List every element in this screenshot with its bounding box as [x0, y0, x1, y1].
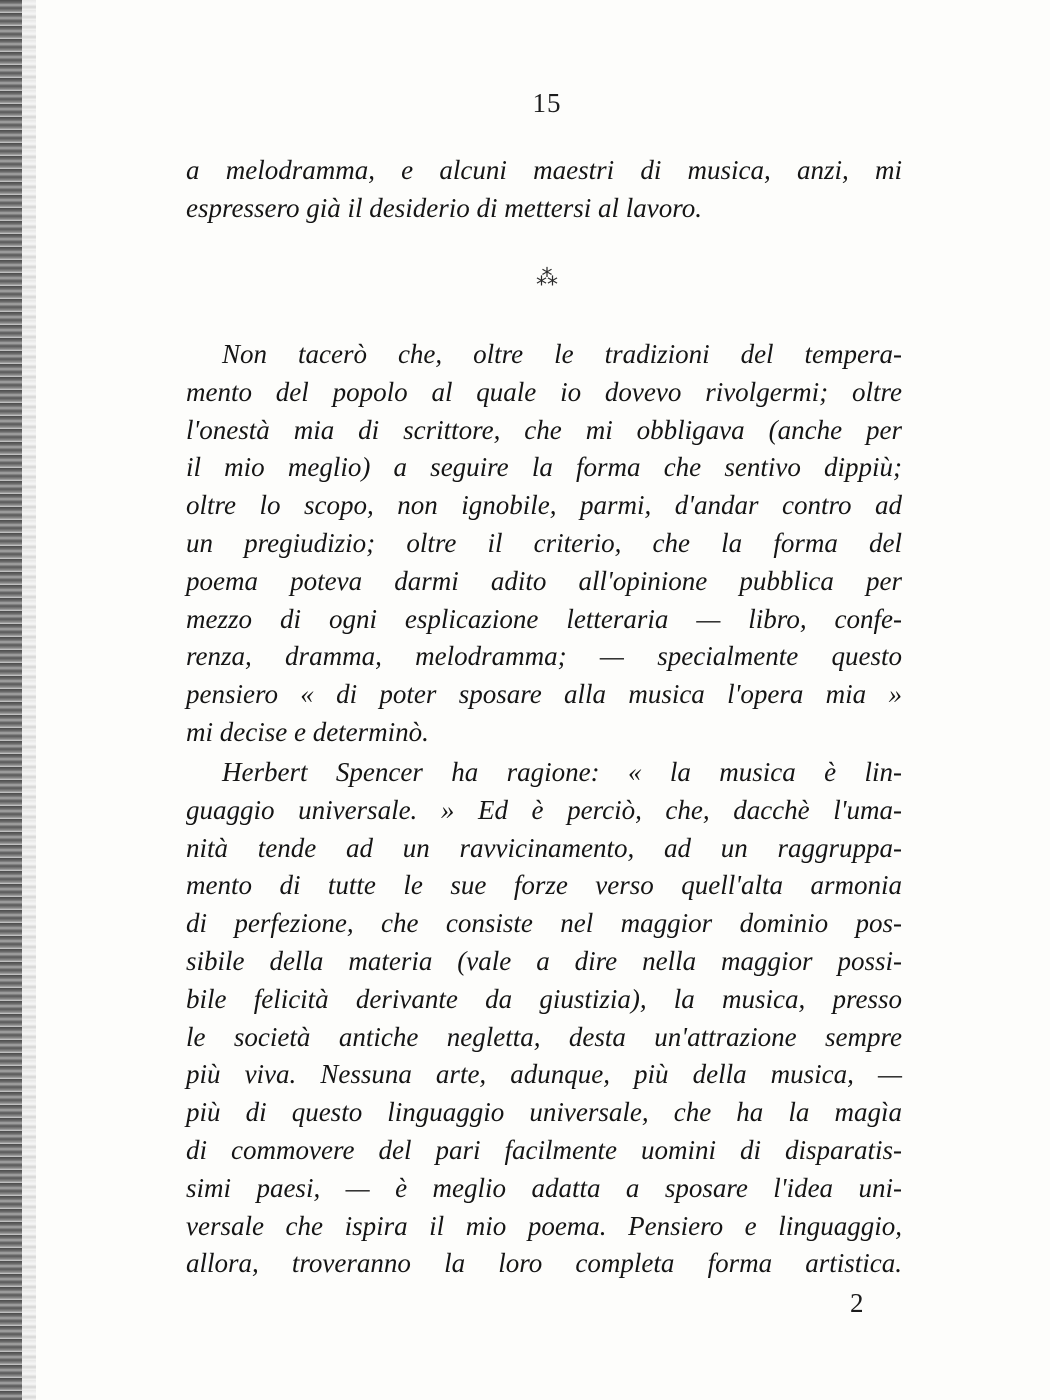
text-line: allora, troveranno la loro completa forma artistica. — [186, 1248, 902, 1279]
text-line: versale che ispira il mio poema. Pensiero e linguaggio, — [186, 1210, 902, 1241]
text-line: Herbert Spencer ha ragione: « la musica è lin- — [222, 757, 902, 787]
text-line: il mio meglio) a seguire la forma che sentivo dippiù; — [186, 452, 902, 483]
text-line: Non tacerò che, oltre le tradizioni del tempera- — [222, 339, 902, 369]
text-line: mento del popolo al quale io dovevo rivolgermi; oltre — [186, 376, 902, 407]
paragraph-one — [186, 336, 902, 752]
text-line: più di questo linguaggio universale, che ha la magìa — [186, 1097, 902, 1128]
text-line: bile felicità derivante da giustizia), la musica, presso — [186, 983, 902, 1014]
opening-paragraph — [186, 152, 902, 228]
text-line: renza, dramma, melodramma; — specialmente questo — [186, 641, 902, 672]
text-line: mezzo di ogni esplicazione letteraria — libro, confe- — [186, 603, 902, 634]
text-line: nità tende ad un ravvicinamento, ad un raggruppa- — [186, 832, 902, 863]
binding-edge-highlight — [22, 0, 36, 1400]
page-number: 15 — [532, 88, 562, 118]
text-line: pensiero « di poter sposare alla musica l'opera mia » — [186, 679, 902, 710]
text-line: l'onestà mia di scrittore, che mi obbligava (anche per — [186, 414, 902, 445]
binding-edge-shadow — [0, 0, 22, 1400]
text-line: poema poteva darmi adito all'opinione pubblica per — [186, 565, 902, 596]
signature-mark: 2 — [850, 1288, 864, 1318]
text-line: a melodramma, e alcuni maestri di musica, anzi, mi — [186, 155, 902, 185]
text-line: mi decise e determinò. — [186, 716, 429, 747]
text-line: guaggio universale. » Ed è perciò, che, dacchè l'uma- — [186, 794, 902, 825]
text-line: sibile della materia (vale a dire nella maggior possi- — [186, 945, 902, 976]
text-line: espressero già il desiderio di mettersi al lavoro. — [186, 192, 702, 223]
text-line: simi paesi, — è meglio adatta a sposare l'idea uni- — [186, 1172, 902, 1203]
text-line: di commovere del pari facilmente uomini di disparatis- — [186, 1134, 902, 1165]
text-line: mento di tutte le sue forze verso quell'alta armonia — [186, 870, 902, 901]
section-ornament: ⁂ — [536, 266, 558, 291]
text-line: di perfezione, che consiste nel maggior dominio pos- — [186, 908, 902, 939]
text-line: oltre lo scopo, non ignobile, parmi, d'andar contro ad — [186, 490, 902, 521]
text-line: le società antiche negletta, desta un'attrazione sempre — [186, 1021, 902, 1052]
text-line: più viva. Nessuna arte, adunque, più della musica, — — [186, 1059, 902, 1090]
text-line: un pregiudizio; oltre il criterio, che la forma del — [186, 527, 902, 558]
paragraph-two — [186, 754, 902, 1283]
